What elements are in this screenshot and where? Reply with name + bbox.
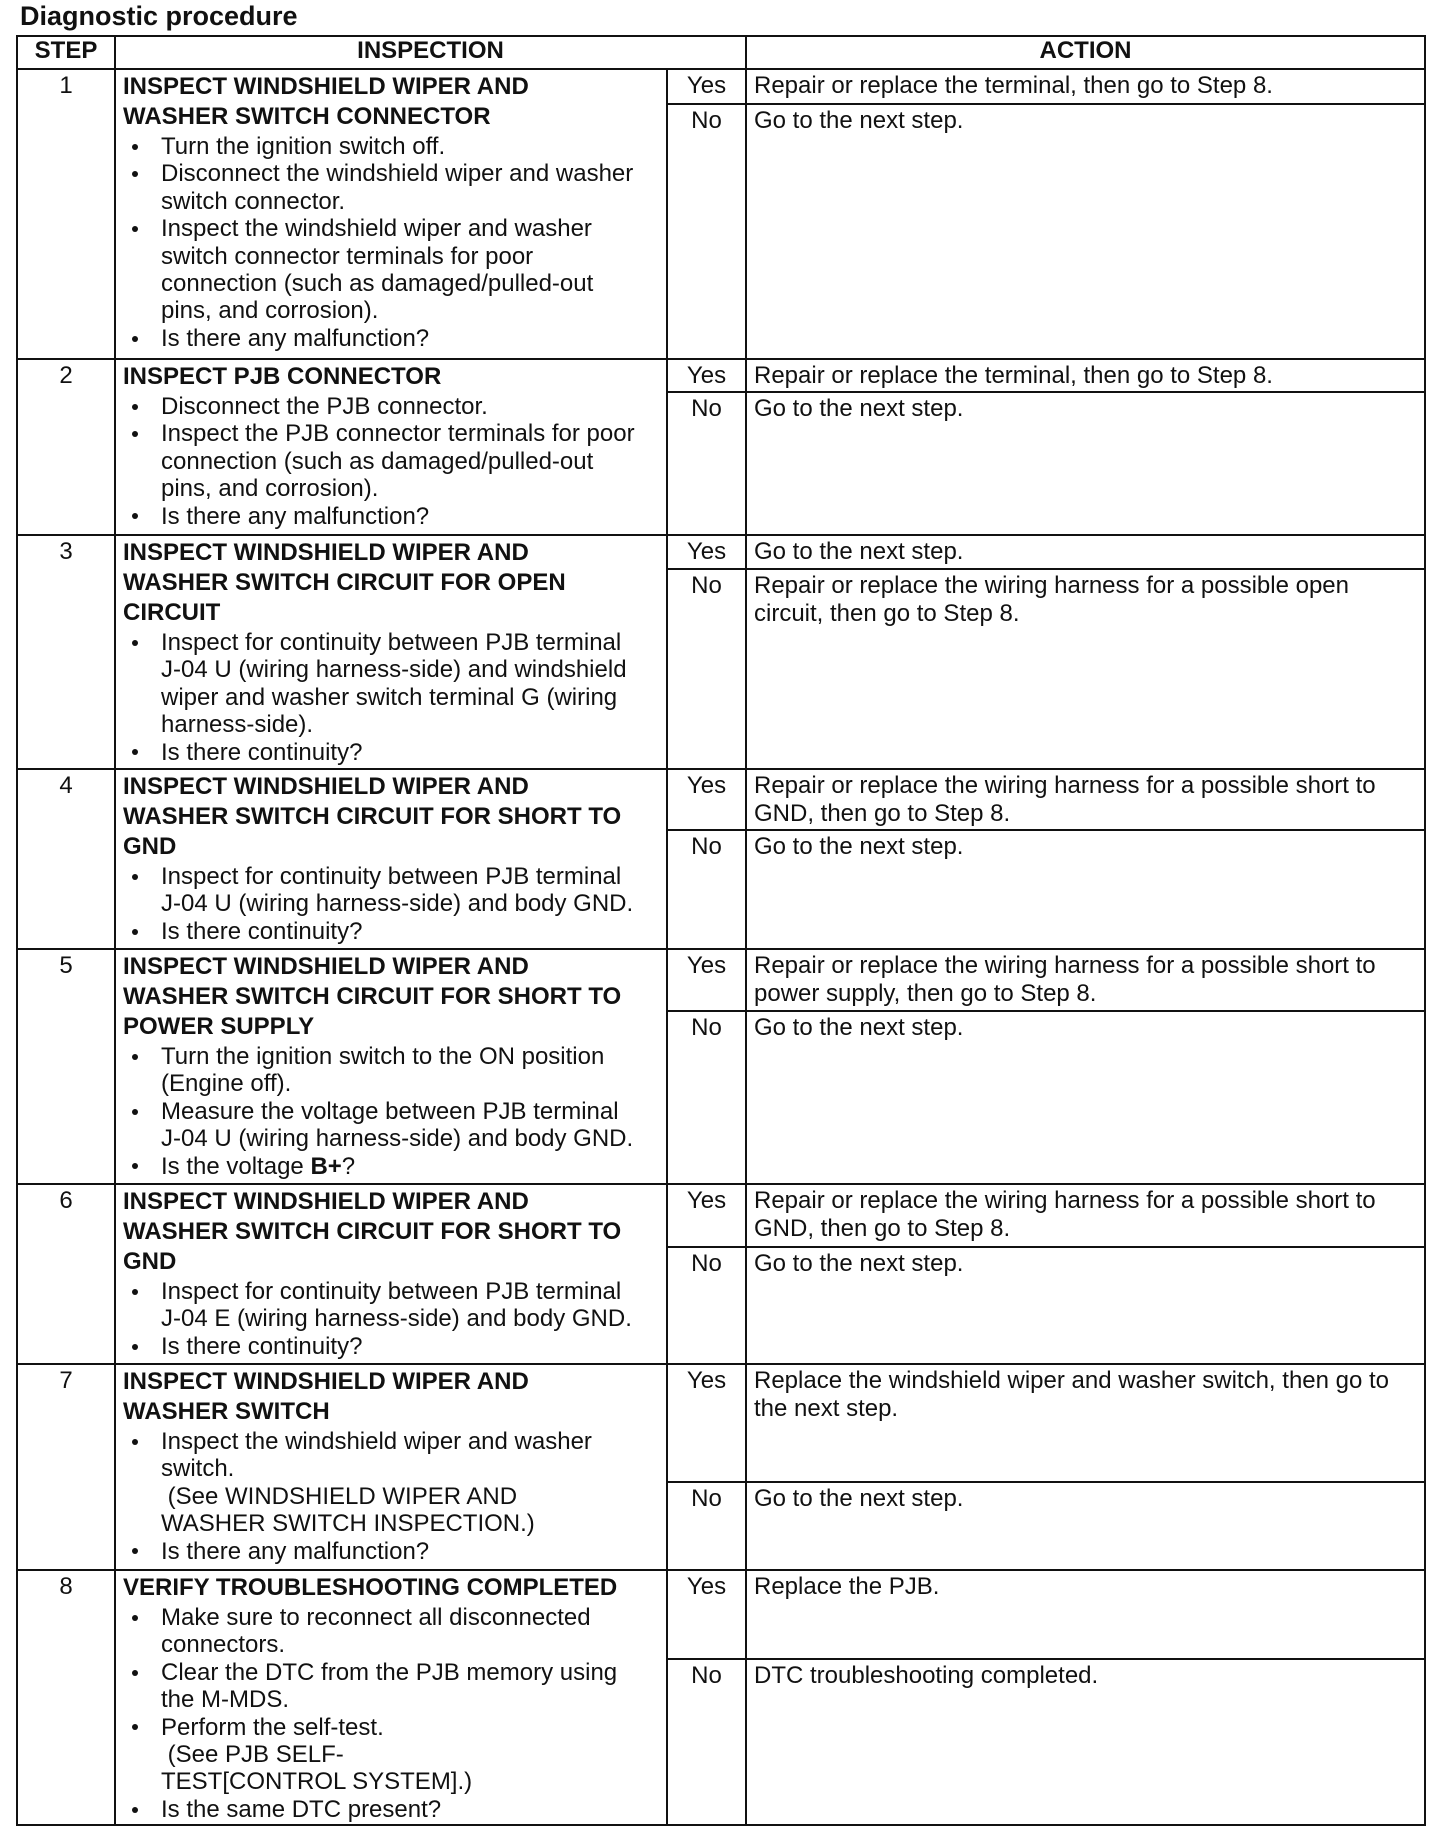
step-2-yes-label: Yes [668,360,745,391]
bullet-text: Inspect the PJB connector terminals for poor connection (such as damaged/pulled-out pins, and corrosion). [161,420,635,503]
list-item [123,863,666,918]
step-7-yes-action: Replace the windshield wiper and washer switch, then go to the next step. [747,1365,1424,1481]
step-1-yes-action: Repair or replace the terminal, then go to Step 8. [747,70,1424,103]
list-item [123,1714,666,1796]
step-7-number: 7 [18,1365,114,1569]
step-8-number: 8 [18,1571,114,1824]
step-3-no-action: Repair or replace the wiring harness for a possible open circuit, then go to Step 8. [747,570,1424,768]
bullet-text: Make sure to reconnect all disconnected connectors. [161,1604,591,1659]
list-item [123,1659,666,1714]
bullet-dot-icon [132,226,138,232]
step-1-heading: INSPECT WINDSHIELD WIPER AND WASHER SWITCH CONNECTOR [123,73,529,130]
list-item [123,918,666,945]
bullet-dot-icon [132,640,138,646]
step-4-no-label: No [668,831,745,948]
step-5-yes-label: Yes [668,950,745,1010]
header-step: STEP [18,37,114,68]
bullet-text: Is there any malfunction? [161,1537,430,1565]
bullet-text: Inspect the windshield wiper and washer switch. (See WINDSHIELD WIPER AND WASHER SWITCH INSPECTION.) [161,1428,592,1538]
bullet-dot-icon [132,431,138,437]
step-4-number: 4 [18,770,114,948]
list-item [123,739,666,766]
step-6-yes-label: Yes [668,1185,745,1246]
step-2-inspection [116,360,666,534]
step-4-yes-label: Yes [668,770,745,829]
list-item [123,420,666,502]
bullet-text: Perform the self-test. (See PJB SELF- TEST[CONTROL SYSTEM].) [161,1713,473,1796]
step-8-no-action: DTC troubleshooting completed. [747,1660,1424,1824]
diagnostic-table [16,35,1426,1826]
bullet-text: Is there continuity? [161,1332,363,1360]
step-3-no-label: No [668,570,745,768]
bullet-text: Is there any malfunction? [161,502,430,530]
step-6-no-label: No [668,1248,745,1363]
step-4-inspection [116,770,666,948]
list-item [123,1538,666,1565]
bullet-text: Is there continuity? [161,917,363,945]
step-8-yes-label: Yes [668,1571,745,1658]
step-7-no-label: No [668,1483,745,1569]
bullet-text: Inspect for continuity between PJB terminal J-04 E (wiring harness-side) and body GND. [161,1278,632,1333]
list-item [123,1333,666,1360]
bullet-text: Inspect the windshield wiper and washer switch connector terminals for poor connection (such as damaged/pulled-out pins, and corrosion). [161,215,594,325]
step-4-no-action: Go to the next step. [747,831,1424,948]
bullet-dot-icon [132,1344,138,1350]
bullet-text: Is the voltage [161,1152,311,1180]
bullet-dot-icon [132,1670,138,1676]
step-1-no-label: No [668,105,745,358]
step-6-yes-action: Repair or replace the wiring harness for a possible short to GND, then go to Step 8. [747,1185,1424,1246]
step-2-no-label: No [668,393,745,534]
header-action: ACTION [747,37,1424,68]
step-5-number: 5 [18,950,114,1183]
bullet-text: Is there continuity? [161,738,363,766]
step-8-yes-action: Replace the PJB. [747,1571,1424,1658]
bullet-dot-icon [132,1163,138,1169]
bullet-text: Disconnect the windshield wiper and washer switch connector. [161,160,634,215]
bullet-text: Disconnect the PJB connector. [161,393,488,420]
bullet-text: Measure the voltage between PJB terminal J-04 U (wiring harness-side) and body GND. [161,1097,634,1153]
list-item [123,133,666,160]
step-2-heading: INSPECT PJB CONNECTOR [123,363,442,390]
step-2-yes-action: Repair or replace the terminal, then go to Step 8. [747,360,1424,391]
step-8-no-label: No [668,1660,745,1824]
bullet-emphasis: B+ [310,1152,342,1180]
step-6-heading: INSPECT WINDSHIELD WIPER AND WASHER SWITCH CIRCUIT FOR SHORT TO GND [123,1188,622,1275]
bullet-dot-icon [132,1289,138,1295]
bullet-dot-icon [132,929,138,935]
list-item [123,629,666,739]
step-6-number: 6 [18,1185,114,1363]
bullet-dot-icon [132,1439,138,1445]
step-1-yes-label: Yes [668,70,745,103]
bullet-text: Is the same DTC present? [161,1795,442,1823]
step-3-number: 3 [18,536,114,768]
list-item [123,393,666,420]
step-4-yes-action: Repair or replace the wiring harness for a possible short to GND, then go to Step 8. [747,770,1424,829]
bullet-text: Turn the ignition switch off. [161,133,446,160]
bullet-text-suffix: ? [341,1152,356,1180]
list-item [123,1098,666,1153]
list-item [123,1428,666,1538]
bullet-dot-icon [132,171,138,177]
step-4-heading: INSPECT WINDSHIELD WIPER AND WASHER SWITCH CIRCUIT FOR SHORT TO GND [123,773,622,860]
step-7-no-action: Go to the next step. [747,1483,1424,1569]
list-item [123,1153,666,1180]
step-1-number: 1 [18,70,114,358]
step-6-inspection [116,1185,666,1363]
step-8-inspection [116,1571,666,1824]
step-5-no-action: Go to the next step. [747,1012,1424,1183]
step-5-yes-action: Repair or replace the wiring harness for a possible short to power supply, then go to Step 8. [747,950,1424,1010]
step-1-inspection [116,70,666,358]
list-item [123,1796,666,1823]
step-5-inspection [116,950,666,1183]
bullet-dot-icon [132,1615,138,1621]
step-2-no-action: Go to the next step. [747,393,1424,534]
step-7-heading: INSPECT WINDSHIELD WIPER AND WASHER SWITCH [123,1368,529,1425]
step-5-heading: INSPECT WINDSHIELD WIPER AND WASHER SWITCH CIRCUIT FOR SHORT TO POWER SUPPLY [123,953,622,1040]
bullet-dot-icon [132,1109,138,1115]
bullet-dot-icon [132,874,138,880]
step-3-yes-label: Yes [668,536,745,568]
bullet-dot-icon [132,1724,138,1730]
step-8-heading: VERIFY TROUBLESHOOTING COMPLETED [123,1574,618,1601]
bullet-dot-icon [132,749,138,755]
step-6-no-action: Go to the next step. [747,1248,1424,1363]
page-title: Diagnostic procedure [20,1,298,31]
step-3-heading: INSPECT WINDSHIELD WIPER AND WASHER SWITCH CIRCUIT FOR OPEN CIRCUIT [123,539,566,626]
bullet-dot-icon [132,404,138,410]
step-1-no-action: Go to the next step. [747,105,1424,358]
bullet-text: Clear the DTC from the PJB memory using the M-MDS. [161,1658,618,1714]
list-item [123,503,666,530]
bullet-dot-icon [132,1807,138,1813]
step-7-inspection [116,1365,666,1569]
bullet-text: Turn the ignition switch to the ON position (Engine off). [161,1043,605,1098]
list-item [123,1604,666,1659]
bullet-text: Is there any malfunction? [161,324,430,352]
step-3-inspection [116,536,666,768]
bullet-dot-icon [132,513,138,519]
header-inspection: INSPECTION [116,37,745,68]
list-item [123,1043,666,1098]
list-item [123,215,666,325]
bullet-dot-icon [132,1054,138,1060]
step-5-no-label: No [668,1012,745,1183]
step-3-yes-action: Go to the next step. [747,536,1424,568]
bullet-dot-icon [132,1548,138,1554]
step-7-yes-label: Yes [668,1365,745,1481]
step-2-number: 2 [18,360,114,534]
list-item [123,160,666,215]
list-item [123,325,666,352]
bullet-text: Inspect for continuity between PJB terminal J-04 U (wiring harness-side) and body GND. [161,863,634,918]
list-item [123,1278,666,1333]
bullet-dot-icon [132,336,138,342]
bullet-text: Inspect for continuity between PJB terminal J-04 U (wiring harness-side) and windshield wiper and washer switch terminal G (wiring harness-side). [161,629,627,739]
bullet-dot-icon [132,144,138,150]
